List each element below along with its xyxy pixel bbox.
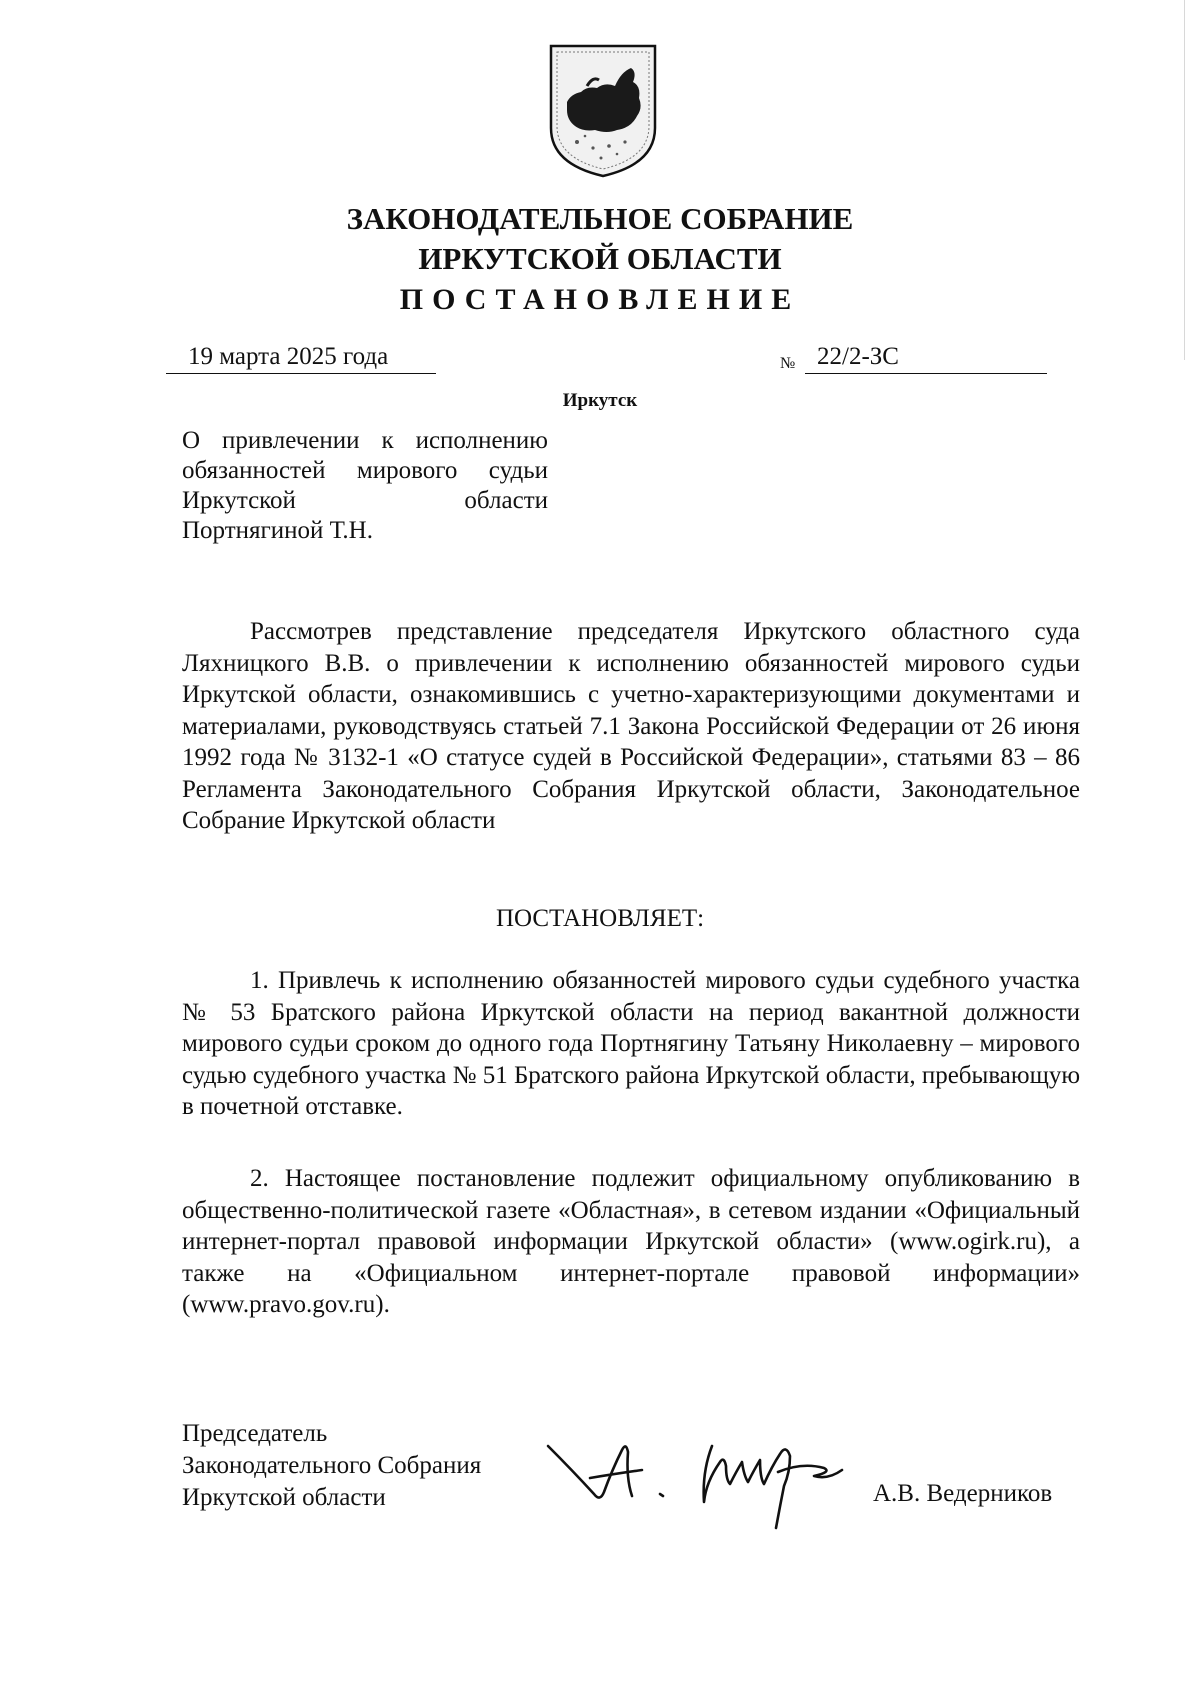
document-type: ПОСТАНОВЛЕНИЕ	[399, 283, 801, 316]
organization-name-line1: ЗАКОНОДАТЕЛЬНОЕ СОБРАНИЕ	[346, 201, 854, 236]
resolves-heading: ПОСТАНОВЛЯЕТ:	[495, 905, 705, 932]
coat-of-arms-icon	[547, 42, 659, 180]
resolution-item: 1. Привлечь к исполнению обязанностей мирового судьи судебного участка № 53 Братского района Иркутской области на период вакантной должности мирового судьи сроком до одного года Портнягину Татьяну Николаевну – мирового судью судебного участка № 51 Братского района Иркутской области, пребывающую в почетной отставке.	[182, 967, 1080, 1120]
signer-title	[182, 1418, 481, 1514]
signer-name: А.В. Ведерников	[873, 1480, 1053, 1507]
city: Иркутск	[562, 390, 638, 411]
subject-line: Портнягиной Т.Н.	[182, 517, 373, 544]
subject-line: О привлечении к исполнению	[182, 427, 548, 454]
signer-title-line: Председатель	[182, 1420, 328, 1447]
handwritten-signature	[542, 1432, 882, 1532]
organization-name-line2: ИРКУТСКОЙ ОБЛАСТИ	[418, 241, 782, 276]
document-date: 19 марта 2025 года	[166, 343, 436, 374]
signer-title-line: Иркутской области	[182, 1484, 386, 1511]
preamble-paragraph: Рассмотрев представление председателя Иркутского областного суда Ляхницкого В.В. о привлечении к исполнению обязанностей мирового судьи Иркутской области, ознакомившись с учетно-характеризующими документами и материалами, руководствуясь статьей 7.1 Закона Российской Федерации от 26 июня 1992 года № 3132-1 «О статусе судей в Российской Федерации», статьями 83 – 86 Регламента Законодательного Собрания Иркутской области, Законодательное Собрание Иркутской области	[182, 618, 1080, 834]
document-number: 22/2-ЗС	[805, 343, 1047, 374]
document-subject	[182, 426, 548, 546]
signer-title-line: Законодательного Собрания	[182, 1452, 482, 1479]
number-sign: №	[780, 355, 796, 372]
subject-line: обязанностей мирового судьи	[182, 457, 548, 484]
subject-line: Иркутской области	[182, 487, 548, 514]
resolution-item: 2. Настоящее постановление подлежит официальному опубликованию в общественно-политической газете «Областная», в сетевом издании «Официальный интернет-портал правовой информации Иркутской области» (www.ogirk.ru), а также на «Официальном интернет-портале правовой информации» (www.pravo.gov.ru).	[182, 1165, 1080, 1318]
